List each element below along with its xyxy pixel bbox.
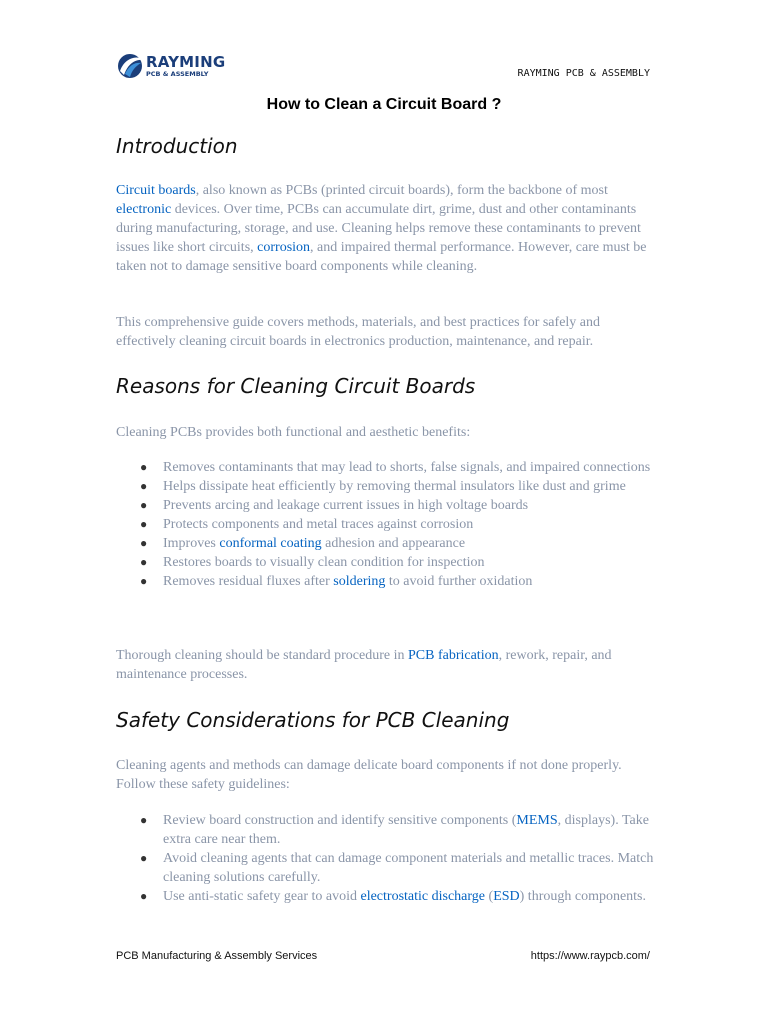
bullet-icon: ● [140,536,148,550]
bullet-icon: ● [140,517,148,531]
list-item [116,887,656,906]
list-item-text-part: Removes residual fluxes after [163,574,334,589]
heading-safety: Safety Considerations for PCB Cleaning [116,708,510,732]
bullet-icon: ● [140,851,148,865]
list-item-text-part: ( [485,889,494,904]
intro-text-2: devices. Over time, PCBs can accumulate dirt, grime, dust and other contaminants during manufacturing, storage, and use. Cleaning helps remove these contaminants to prevent issues like short circuits, [116,202,641,255]
bullet-icon: ● [140,813,148,827]
list-item-text-part: ) through components. [519,889,647,904]
list-item-text [163,889,646,904]
list-item-text-part: , displays). Take extra care near them. [163,813,649,847]
rayming-logo [116,50,226,82]
list-item-text-part: adhesion and appearance [321,536,466,551]
list-item [116,811,656,849]
link-electronic[interactable]: electronic [116,202,172,217]
list-item-text [163,813,649,847]
list-item-text-part: Improves [163,536,220,551]
heading-introduction: Introduction [116,134,238,158]
safety-list [116,811,656,906]
list-item-text-part: Use anti-static safety gear to avoid [163,889,361,904]
reasons-list [116,458,656,591]
logo-subtitle: PCB & ASSEMBLY [146,70,209,78]
list-item-text: Removes contaminants that may lead to shorts, false signals, and impaired connections [163,460,651,475]
list-item-text: Avoid cleaning agents that can damage component materials and metallic traces. Match cleaning solutions carefully. [163,851,654,885]
bullet-icon: ● [140,574,148,588]
intro-paragraph-2: This comprehensive guide covers methods, materials, and best practices for safely and effectively cleaning circuit boards in electronics production, maintenance, and repair. [116,315,601,349]
bullet-icon: ● [140,555,148,569]
list-item [116,849,656,887]
page-title: How to Clean a Circuit Board ? [266,96,502,113]
list-item [116,515,656,534]
list-item-text: Restores boards to visually clean condition for inspection [163,555,485,570]
list-item-text [163,574,532,589]
list-item-text-part: Review board construction and identify sensitive components ( [163,813,517,828]
list-item-text-part: to avoid further oxidation [385,574,533,589]
list-item-text: Protects components and metal traces against corrosion [163,517,474,532]
reasons-closing [116,646,656,684]
bullet-icon: ● [140,498,148,512]
intro-paragraph-1 [116,181,656,276]
list-item-text [163,536,465,551]
list-item-text: Prevents arcing and leakage current issues in high voltage boards [163,498,529,513]
link-esd[interactable]: ESD [493,889,520,904]
list-item [116,477,656,496]
list-item-text: Helps dissipate heat efficiently by removing thermal insulators like dust and grime [163,479,626,494]
link-electrostatic-discharge[interactable]: electrostatic discharge [360,889,486,904]
bullet-icon: ● [140,479,148,493]
list-item [116,553,656,572]
list-item [116,458,656,477]
link-pcb-fabrication[interactable]: PCB fabrication [407,648,499,663]
link-soldering[interactable]: soldering [333,574,386,589]
intro-text-3: , and impaired thermal performance. However, care must be taken not to damage sensitive board components while cleaning. [116,240,647,274]
intro-text-1: , also known as PCBs (printed circuit boards), form the backbone of most [195,183,608,198]
footer-url: https://www.raypcb.com/ [530,950,650,962]
header-company-name: RAYMING PCB & ASSEMBLY [517,68,650,79]
footer-services: PCB Manufacturing & Assembly Services [116,950,318,962]
bullet-icon: ● [140,889,148,903]
link-corrosion[interactable]: corrosion [257,240,311,255]
link-conformal-coating[interactable]: conformal coating [219,536,322,551]
safety-lead: Cleaning agents and methods can damage delicate board components if not done properly. Follow these safety guidelines: [116,758,622,792]
rayming-logo-icon [116,51,144,81]
list-item [116,534,656,553]
link-mems[interactable]: MEMS [516,813,558,828]
closing-text-1: Thorough cleaning should be standard procedure in [116,648,408,663]
list-item [116,496,656,515]
logo-name: RAYMING [146,53,226,71]
closing-text-2: , rework, repair, and maintenance processes. [116,648,612,682]
link-circuit-boards[interactable]: Circuit boards [116,183,196,198]
heading-reasons: Reasons for Cleaning Circuit Boards [116,374,476,398]
reasons-lead: Cleaning PCBs provides both functional and aesthetic benefits: [116,425,471,440]
list-item [116,572,656,591]
bullet-icon: ● [140,460,148,474]
